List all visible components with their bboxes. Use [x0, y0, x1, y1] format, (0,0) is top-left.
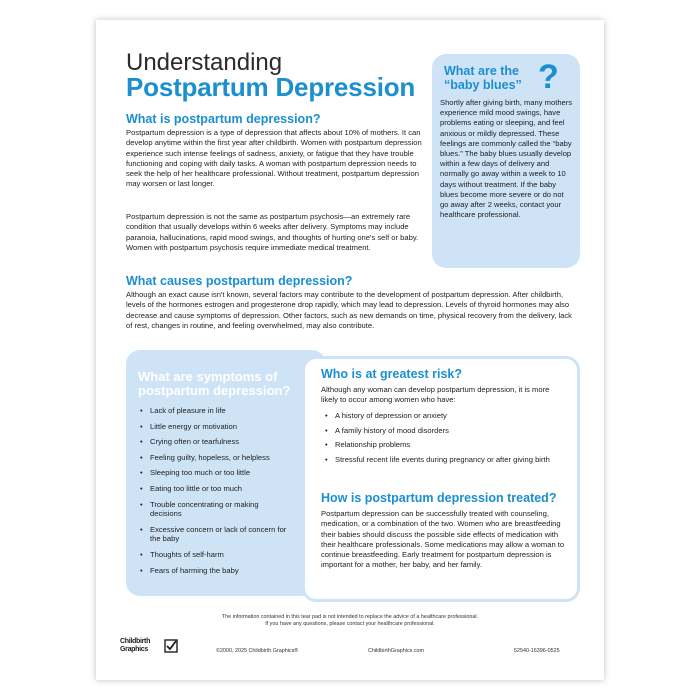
- childbirth-graphics-logo: [120, 638, 220, 658]
- symptoms-box: [126, 350, 326, 596]
- list-item: • Stressful recent life events during pregnancy or after giving birth: [321, 455, 561, 465]
- causes-text: Although an exact cause isn't known, several factors may contribute to the development of postpartum depression. After childbirth, levels of the hormones estrogen and progesterone drop rapidly, which may lead to depression. Levels of thyroid hormones may also decrease and cause symptoms of depression. Other factors, such as new demands on time, physical recovery from the delivery, lack of rest, changes in routine, and feeling overwhelmed, may also contribute.: [126, 290, 572, 330]
- risk-heading: Who is at greatest risk?: [321, 367, 463, 381]
- logo-line2: Graphics: [120, 646, 148, 653]
- what-is-paragraph-2: Postpartum depression is not the same as postpartum psychosis—an extremely rare condition that usually develops within 6 weeks after delivery. Symptoms may include paranoia, hallucinations, rapid mood swings, and thoughts of hurting one's self or baby. Women with postpartum psychosis require immediate medical treatment.: [126, 212, 419, 252]
- treatment-text: Postpartum depression can be successfully treated with counseling, medication, or a combination of the two. Women who are breastfeeding their babies should discuss the possible side effects of medication with their healthcare professionals. Some medications may allow a woman to continue breastfeeding. Early treatment for postpartum depression is important for a mother, her baby, and her family.: [321, 509, 565, 570]
- baby-blues-text: Shortly after giving birth, many mothers experience mild mood swings, have problems eating or sleeping, and feel anxious or mildly depressed. These feelings are commonly called the “baby blues.” The baby blues usually develop within a few days of delivery and normally go away within a week to 10 days without treatment. If the baby blues become more severe or do not go away after 2 weeks, contact your healthcare professional.: [440, 98, 573, 220]
- baby-blues-box: [432, 54, 580, 268]
- list-item: • A history of depression or anxiety: [321, 411, 561, 421]
- website-link: ChildbirthGraphics.com: [368, 648, 425, 654]
- title-line2: Postpartum Depression: [126, 72, 416, 102]
- logo-line1: Childbirth: [120, 638, 151, 645]
- baby-blues-heading: What are the “baby blues”: [444, 64, 522, 92]
- list-item: • Feeling guilty, hopeless, or helpless: [138, 453, 288, 463]
- risk-intro: Although any woman can develop postpartum depression, it is more likely to occur among women who have:: [321, 385, 550, 405]
- list-item: • Eating too little or too much: [138, 484, 288, 494]
- disclaimer-line1: The information contained in this tear pad is not intended to replace the advice of a healthcare professional.: [221, 614, 479, 620]
- what-is-heading: What is postpartum depression?: [126, 112, 321, 126]
- disclaimer: [96, 614, 604, 628]
- list-item: • Lack of pleasure in life: [138, 406, 288, 416]
- treatment-heading: How is postpartum depression treated?: [321, 491, 557, 505]
- title-line1: Understanding: [126, 49, 283, 76]
- list-item: • A family history of mood disorders: [321, 426, 561, 436]
- copyright: ©2000, 2025 Childbirth Graphics®: [216, 648, 299, 654]
- product-code: 52540-16396-0525: [514, 648, 560, 654]
- causes-heading: What causes postpartum depression?: [126, 274, 353, 288]
- what-is-paragraph-1: Postpartum depression is a type of depression that affects about 10% of mothers. It can develop anytime within the first year after childbirth. Women with postpartum depression experience such intense feelings of sadness, anxiety, or fatigue that they have trouble functioning and coping with daily tasks. A woman with postpartum depression needs to seek the help of her healthcare professional. Without treatment, postpartum depression may worsen or last longer.: [126, 128, 422, 189]
- question-mark-icon: ?: [538, 58, 559, 96]
- list-item: • Relationship problems: [321, 440, 561, 450]
- list-item: • Little energy or motivation: [138, 422, 288, 432]
- symptoms-heading: What are symptoms of postpartum depression?: [138, 369, 291, 398]
- list-item: • Trouble concentrating or making decisions: [138, 500, 288, 519]
- risk-list: [321, 411, 561, 469]
- list-item: • Thoughts of self-harm: [138, 550, 288, 560]
- list-item: • Sleeping too much or too little: [138, 468, 288, 478]
- list-item: • Crying often or tearfulness: [138, 437, 288, 447]
- risk-treatment-box: [302, 356, 580, 602]
- symptoms-list: [138, 406, 288, 581]
- list-item: • Fears of harming the baby: [138, 566, 288, 576]
- handout-page: [96, 20, 604, 680]
- disclaimer-line2: If you have any questions, please contact your healthcare professional.: [265, 621, 435, 627]
- list-item: • Excessive concern or lack of concern for the baby: [138, 525, 288, 544]
- check-box-icon: [164, 639, 178, 653]
